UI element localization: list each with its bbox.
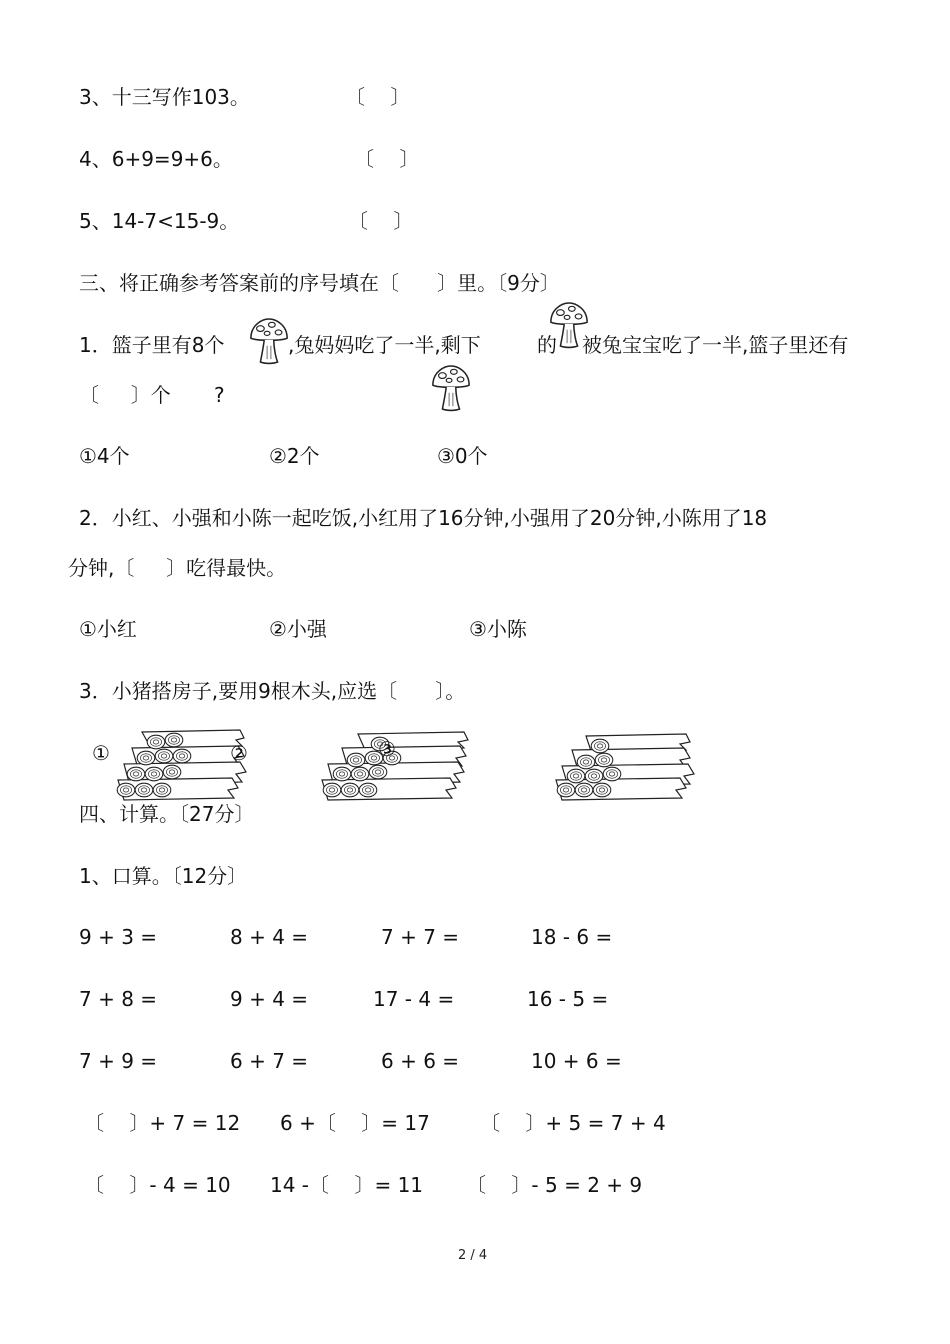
section-4-title: 四、计算。〔27分〕 <box>79 802 255 826</box>
fill-blank-item[interactable]: 14 -〔 〕= 11 <box>270 1173 424 1197</box>
choice-q2-option-2[interactable]: ②小强 <box>269 617 327 641</box>
calc-item[interactable]: 18 - 6 = <box>531 925 613 949</box>
page-number: 2 / 4 <box>458 1248 488 1263</box>
choice-q1-question-mark: ? <box>214 383 225 407</box>
choice-q3-text: 3．小猪搭房子,要用9根木头,应选〔 〕。 <box>79 679 466 703</box>
oral-calc-title: 1、口算。〔12分〕 <box>79 864 248 888</box>
judge-question-3: 3、十三写作103。 <box>79 85 250 109</box>
choice-q1-option-3[interactable]: ③0个 <box>437 444 488 468</box>
mushroom-icon <box>430 364 472 412</box>
section-3-title: 三、将正确参考答案前的序号填在〔 〕里。〔9分〕 <box>79 271 560 295</box>
fill-blank-item[interactable]: 〔 〕+ 5 = 7 + 4 <box>480 1111 666 1135</box>
judge-answer-bracket-3[interactable]: 〔 〕 <box>345 85 411 109</box>
calc-item[interactable]: 7 + 8 = <box>79 987 158 1011</box>
calc-item[interactable]: 6 + 7 = <box>230 1049 309 1073</box>
log-pile-label-3: ③ <box>378 737 396 761</box>
choice-q2-text-line1: 2．小红、小强和小陈一起吃饭,小红用了16分钟,小强用了20分钟,小陈用了18 <box>79 506 768 530</box>
calc-item[interactable]: 7 + 7 = <box>381 925 460 949</box>
calc-item[interactable]: 10 + 6 = <box>531 1049 622 1073</box>
judge-question-5: 5、14-7<15-9。 <box>79 209 240 233</box>
choice-q1-option-1[interactable]: ①4个 <box>79 444 130 468</box>
choice-q1-text-b: ,兔妈妈吃了一半,剩下 <box>288 333 481 357</box>
fill-blank-item[interactable]: 〔 〕- 5 = 2 + 9 <box>466 1173 643 1197</box>
choice-q1-text-d: 被兔宝宝吃了一半,篮子里还有 <box>582 333 849 357</box>
calc-item[interactable]: 9 + 3 = <box>79 925 158 949</box>
choice-q1-answer-bracket[interactable]: 〔 〕个 <box>79 383 171 407</box>
calc-item[interactable]: 16 - 5 = <box>527 987 609 1011</box>
choice-q1-text-a: 1．篮子里有8个 <box>79 333 225 357</box>
choice-q1-text-c: 的 <box>537 333 557 357</box>
log-pile-label-2: ② <box>230 741 248 765</box>
log-pile-3-image[interactable] <box>552 732 694 802</box>
fill-blank-item[interactable]: 〔 〕- 4 = 10 <box>84 1173 231 1197</box>
calc-item[interactable]: 6 + 6 = <box>381 1049 460 1073</box>
choice-q1-option-2[interactable]: ②2个 <box>269 444 320 468</box>
fill-blank-item[interactable]: 〔 〕+ 7 = 12 <box>84 1111 241 1135</box>
mushroom-icon <box>248 317 290 365</box>
judge-answer-bracket-4[interactable]: 〔 〕 <box>354 147 420 171</box>
choice-q2-text-line2: 分钟,〔 〕吃得最快。 <box>68 556 287 580</box>
calc-item[interactable]: 7 + 9 = <box>79 1049 158 1073</box>
log-pile-label-1: ① <box>92 741 110 765</box>
judge-answer-bracket-5[interactable]: 〔 〕 <box>348 209 414 233</box>
choice-q2-option-1[interactable]: ①小红 <box>79 617 137 641</box>
calc-item[interactable]: 9 + 4 = <box>230 987 309 1011</box>
judge-question-4: 4、6+9=9+6。 <box>79 147 233 171</box>
calc-item[interactable]: 8 + 4 = <box>230 925 309 949</box>
choice-q2-option-3[interactable]: ③小陈 <box>469 617 527 641</box>
calc-item[interactable]: 17 - 4 = <box>373 987 455 1011</box>
fill-blank-item[interactable]: 6 +〔 〕= 17 <box>280 1111 430 1135</box>
